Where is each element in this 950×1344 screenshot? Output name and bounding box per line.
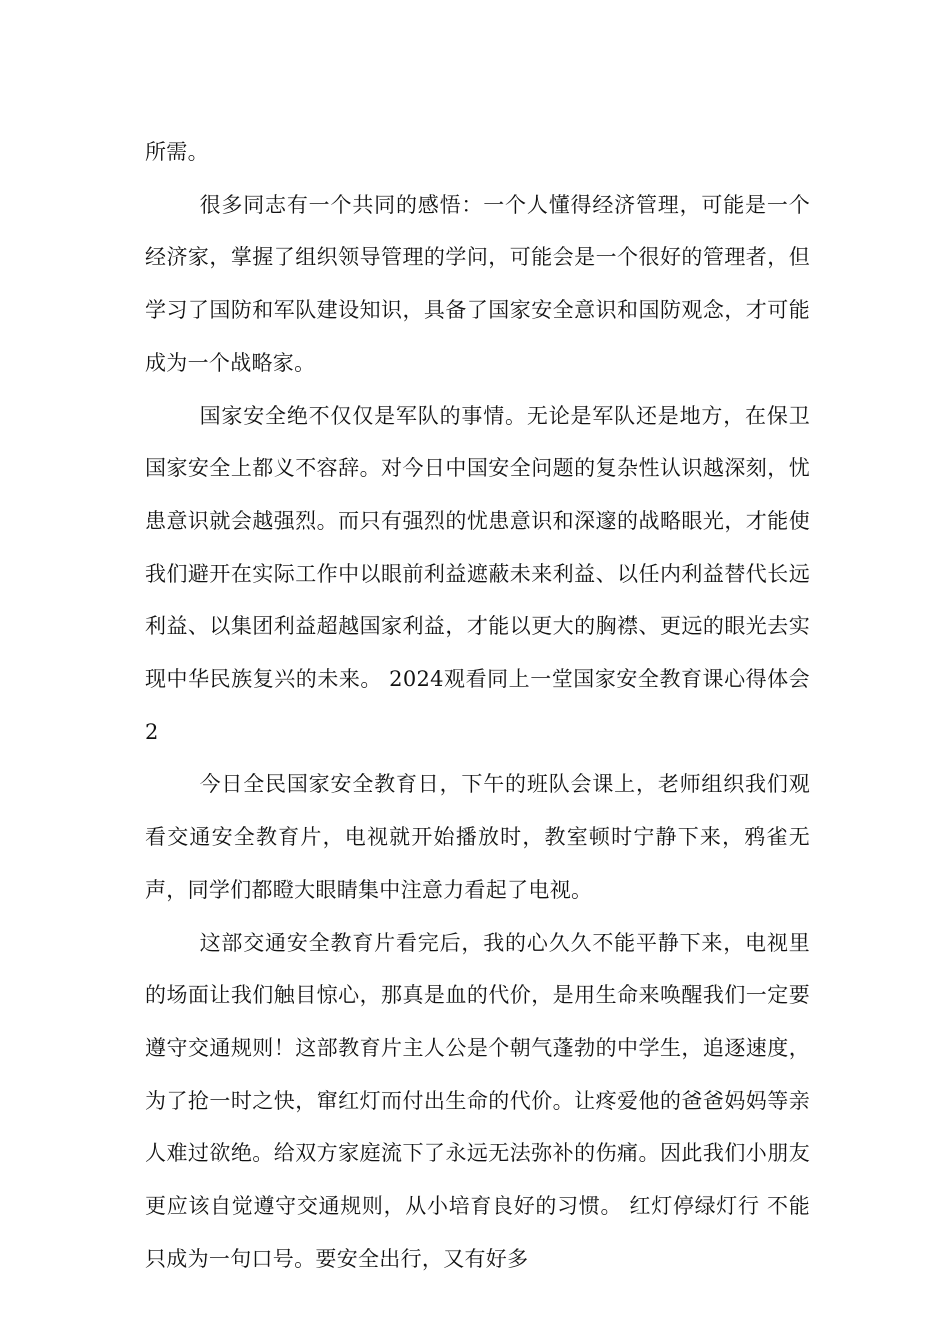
paragraph-national-security: 国家安全绝不仅仅是军队的事情。无论是军队还是地方，在保卫国家安全上都义不容辞。对今日中国安全问题的复杂性认识越深刻，忧患意识就会越强烈。而只有强烈的忧患意识和深邃的战略眼光，才能使我们避开在实际工作中以眼前利益遮蔽未来利益、以任内利益替代长远利益、以集团利益超越国家利益，才能以更大的胸襟、更远的眼光去实现中华民族复兴的未来。 2024观看同上一堂国家安全教育课心得体会2 — [145, 403, 810, 744]
document-body — [145, 126, 810, 1285]
paragraph-strategist: 很多同志有一个共同的感悟：一个人懂得经济管理，可能是一个经济家，掌握了组织领导管理的学问，可能会是一个很好的管理者，但学习了国防和军队建设知识，具备了国家安全意识和国防观念，才可能成为一个战略家。 — [145, 192, 810, 375]
paragraph-education-day: 今日全民国家安全教育日，下午的班队会课上，老师组织我们观看交通安全教育片，电视就开始播放时，教室顿时宁静下来，鸦雀无声，同学们都瞪大眼睛集中注意力看起了电视。 — [145, 772, 810, 902]
paragraph-traffic-film: 这部交通安全教育片看完后，我的心久久不能平静下来，电视里的场面让我们触目惊心，那真是血的代价，是用生命来唤醒我们一定要遵守交通规则！这部教育片主人公是个朝气蓬勃的中学生，追逐速度，为了抢一时之快，窜红灯而付出生命的代价。让疼爱他的爸爸妈妈等亲人难过欲绝。给双方家庭流下了永远无法弥补的伤痛。因此我们小朋友更应该自觉遵守交通规则，从小培育良好的习惯。 红灯停绿灯行 不能只成为一句口号。要安全出行，又有好多 — [145, 930, 810, 1271]
paragraph-continuation: 所需。 — [145, 140, 209, 164]
